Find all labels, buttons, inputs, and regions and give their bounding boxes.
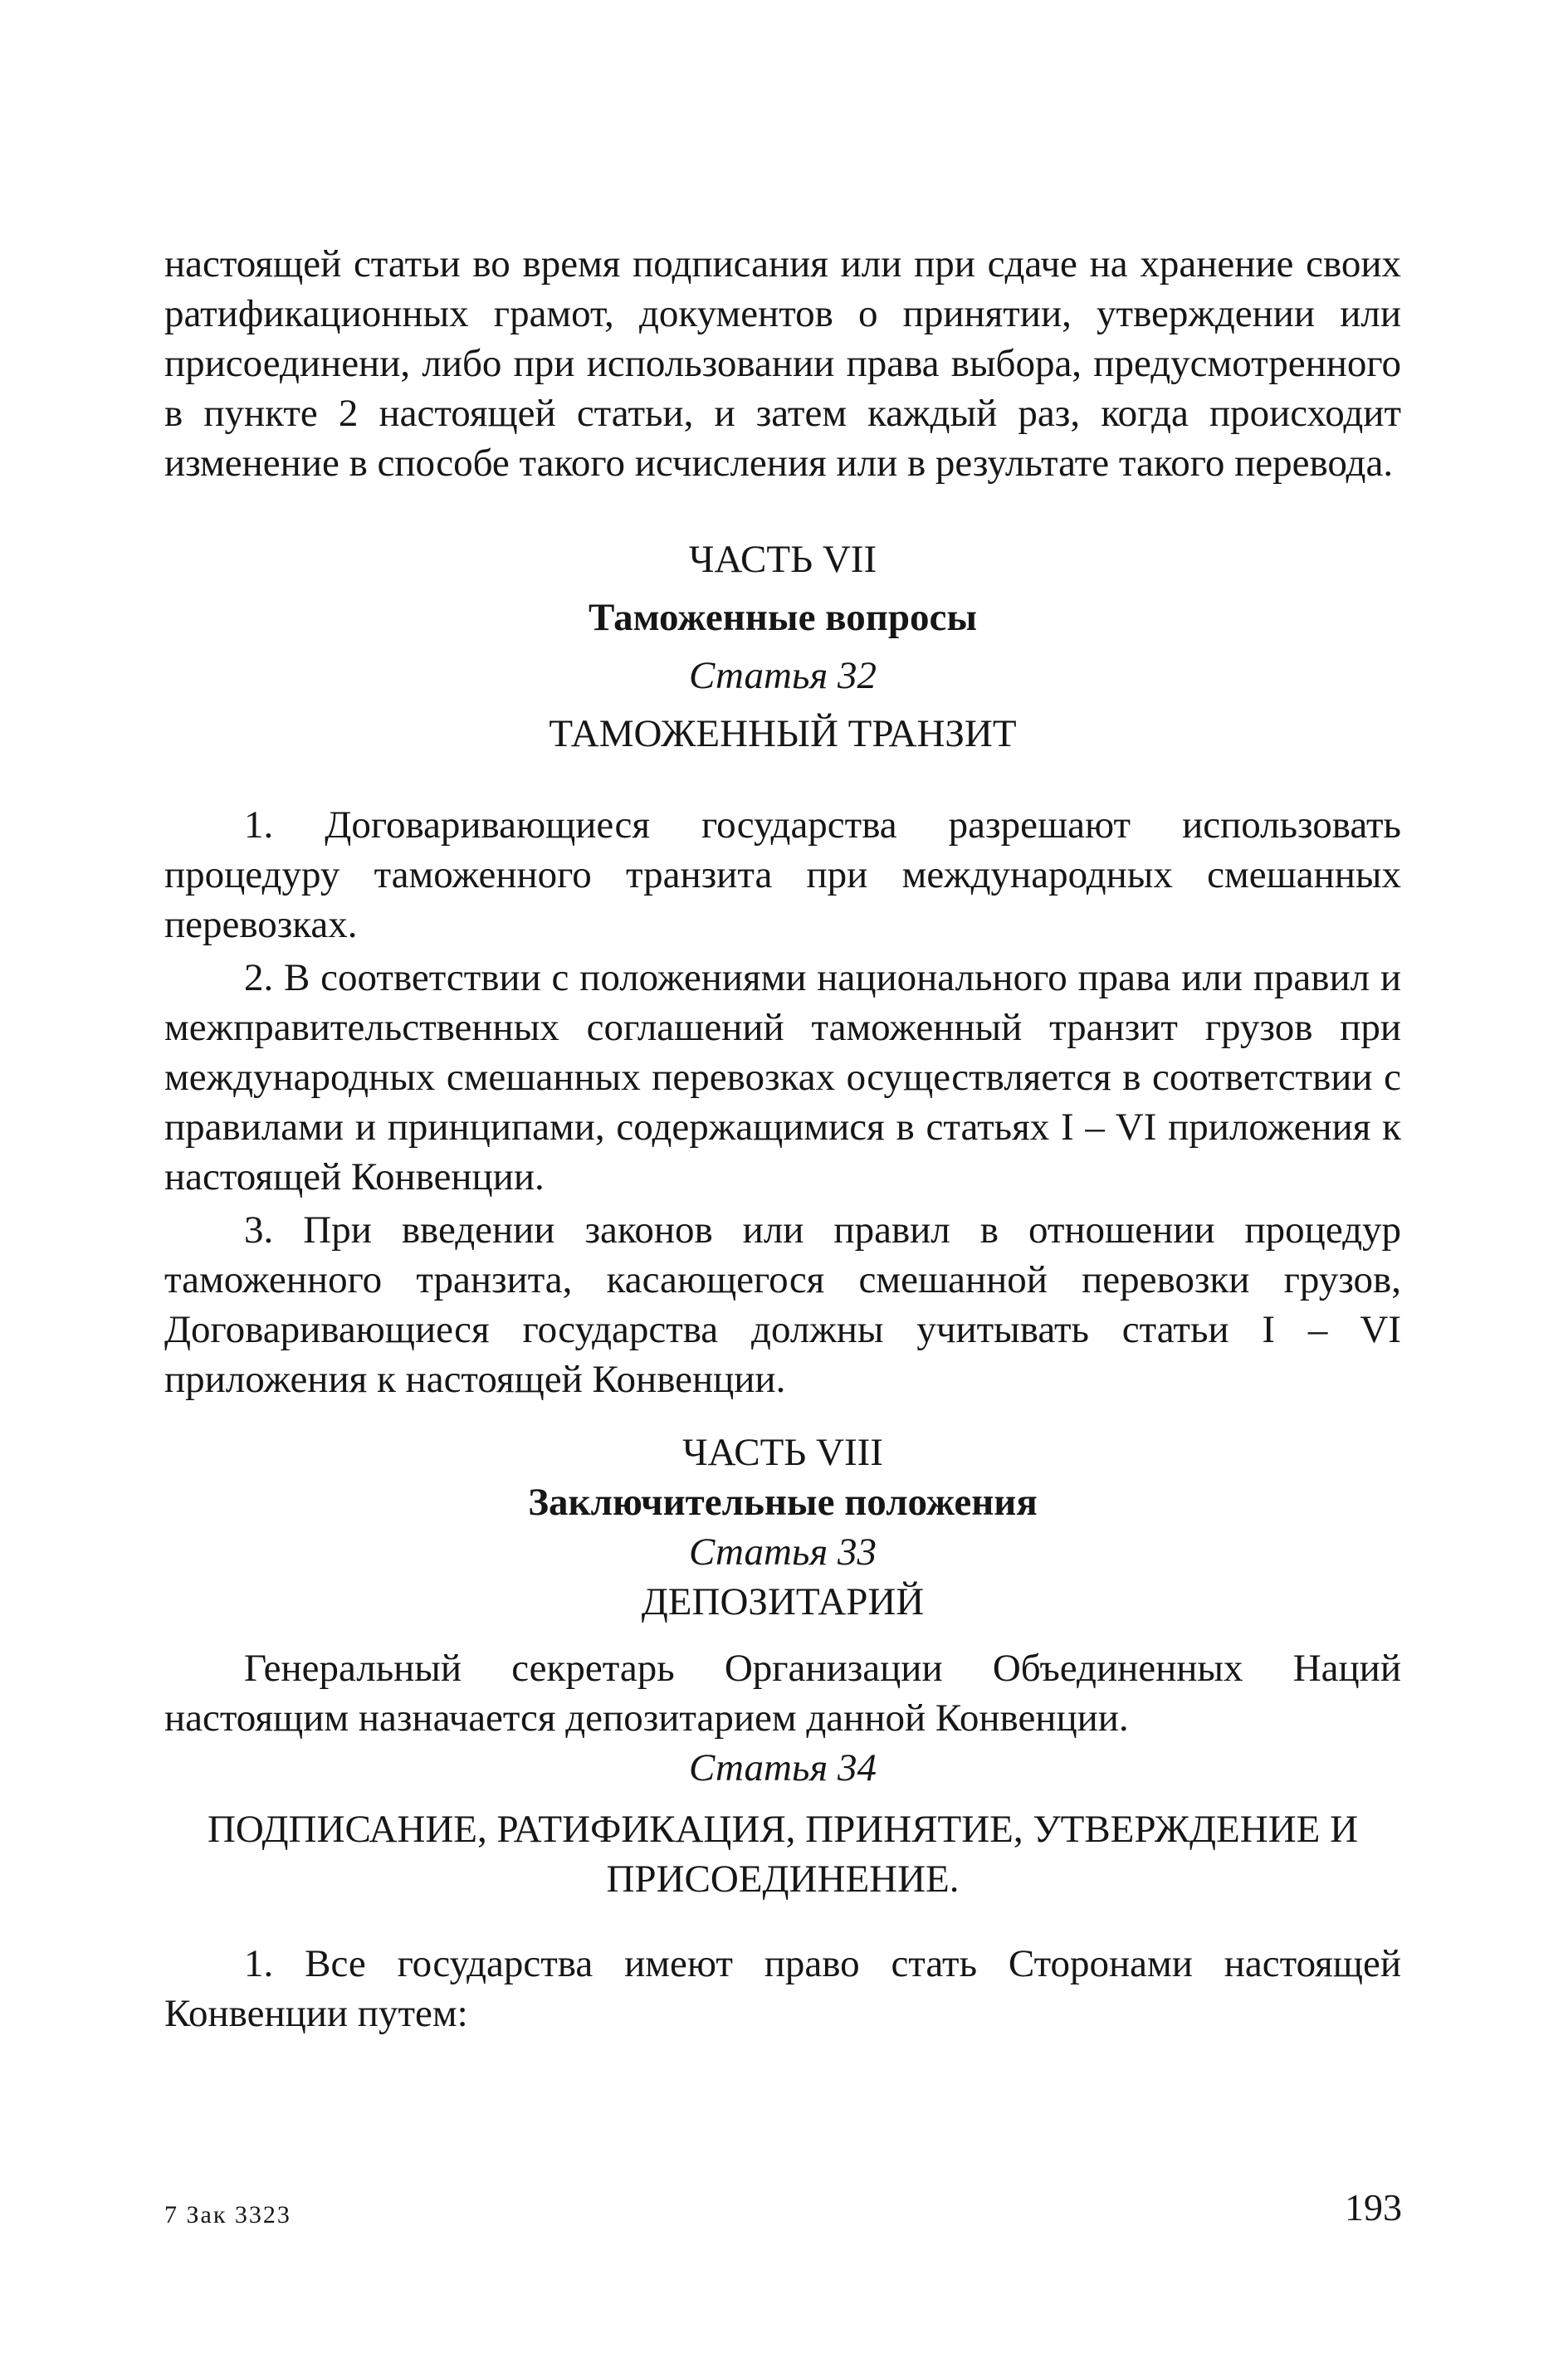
part-viii-title: Заключительные положения bbox=[528, 1481, 1038, 1524]
article-33-paragraph: Генеральный секретарь Организации Объединенных Наций настоящим назначается депозитарием данной Конвенции. bbox=[164, 1647, 1401, 1740]
article-32-paragraph-1: 1. Договаривающиеся государства разрешают использовать процедуру таможенного транзита при международных смешанных перевозках. bbox=[164, 803, 1401, 946]
article-34-label: Статья 34 bbox=[689, 1746, 877, 1789]
article-32-label: Статья 32 bbox=[689, 654, 877, 697]
part-viii-heading-block bbox=[164, 1428, 1401, 1627]
article-34-heading-block bbox=[164, 1743, 1401, 1904]
article-34-title-line-2: ПРИСОЕДИНЕНИЕ. bbox=[606, 1858, 960, 1901]
page-number: 193 bbox=[1345, 2186, 1402, 2229]
continuation-paragraph-block bbox=[164, 239, 1401, 488]
article-32-paragraphs bbox=[164, 800, 1401, 1404]
article-34-title-line-1: ПОДПИСАНИЕ, РАТИФИКАЦИЯ, ПРИНЯТИЕ, УТВЕРЖДЕНИЕ И bbox=[207, 1808, 1359, 1851]
print-code: 7 Зак 3323 bbox=[164, 2201, 291, 2229]
part-vii-heading-block bbox=[164, 535, 1401, 759]
article-33-text-block bbox=[164, 1643, 1401, 1743]
part-viii-number: ЧАСТЬ VIII bbox=[682, 1431, 883, 1474]
article-34-paragraph-block bbox=[164, 1939, 1401, 2038]
article-33-title: ДЕПОЗИТАРИЙ bbox=[641, 1580, 925, 1623]
article-32-paragraph-2: 2. В соответствии с положениями национального права или правил и межправительственных соглашений таможенный транзит грузов при международных смешанных перевозках осуществляется в соответствии с правилами и принципами, содержащимися в статьях I – VI приложения к настоящей Конвенции. bbox=[164, 956, 1401, 1198]
article-33-label: Статья 33 bbox=[689, 1530, 877, 1574]
continuation-paragraph: настоящей статьи во время подписания или при сдаче на хранение своих ратификационных грамот, документов о принятии, утверждении или присоединени, либо при использовании права выбора, предусмотренного в пункте 2 настоящей статьи, и затем каждый раз, когда происходит изменение в способе такого исчисления или в результате такого перевода. bbox=[164, 242, 1401, 485]
part-vii-number: ЧАСТЬ VII bbox=[688, 538, 877, 581]
article-32-paragraph-3: 3. При введении законов или правил в отношении процедур таможенного транзита, касающегося смешанной перевозки грузов, Договаривающиеся государства должны учитывать статьи I – VI приложения к настоящей Конвенции. bbox=[164, 1208, 1401, 1401]
part-vii-title: Таможенные вопросы bbox=[588, 596, 978, 639]
article-34-paragraph-1: 1. Все государства имеют право стать Сторонами настоящей Конвенции путем: bbox=[164, 1942, 1401, 2035]
article-32-title: ТАМОЖЕННЫЙ ТРАНЗИТ bbox=[549, 712, 1017, 755]
